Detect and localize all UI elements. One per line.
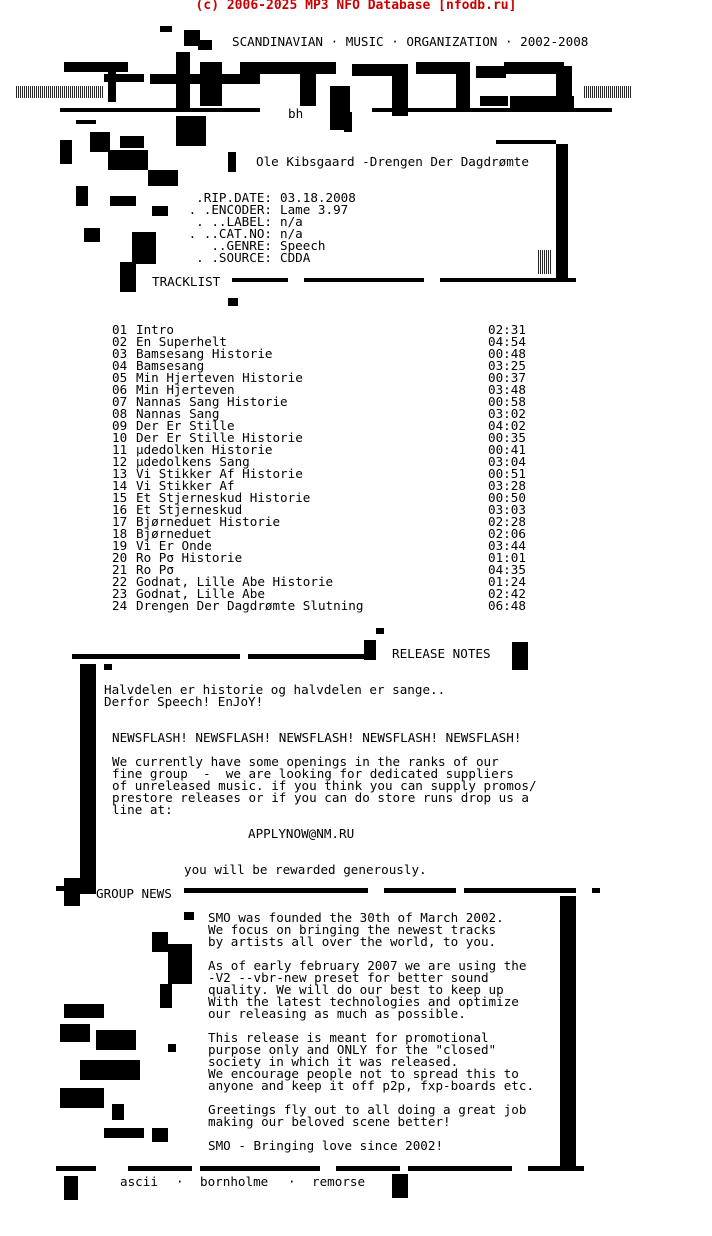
track-number: 13	[112, 466, 128, 481]
track-number: 06	[112, 382, 128, 397]
track-title: Godnat, Lille Abe Historie	[136, 574, 334, 589]
track-title: Bamsesang	[136, 358, 205, 373]
credit-remorse: remorse	[312, 1174, 366, 1189]
track-duration: 00:35	[488, 430, 526, 445]
news-line: Greetings fly out to all doing a great job	[208, 1102, 527, 1117]
news-line: making our beloved scene better!	[208, 1114, 451, 1129]
track-number: 04	[112, 358, 128, 373]
track-duration: 03:44	[488, 538, 526, 553]
header-tag: bh	[288, 106, 304, 121]
news-line: by artists all over the world, to you.	[208, 934, 497, 949]
track-title: Ro Pσ Historie	[136, 550, 243, 565]
reward-line: you will be rewarded generously.	[184, 862, 427, 877]
track-title: Der Er Stille Historie	[136, 430, 303, 445]
track-title: µdedolkens Sang	[136, 454, 250, 469]
track-duration: 00:48	[488, 346, 526, 361]
tracklist-heading: TRACKLIST	[152, 274, 221, 289]
track-number: 02	[112, 334, 128, 349]
release-notes-heading: RELEASE NOTES	[392, 646, 491, 661]
release-title: Ole Kibsgaard -Drengen Der Dagdrømte	[256, 154, 529, 169]
field-label: . .ENCODER:	[188, 202, 272, 217]
site-banner: (c) 2006-2025 MP3 NFO Database [nfodb.ru]	[195, 0, 517, 13]
field-value: Speech	[280, 238, 326, 253]
field-label: . ..LABEL:	[196, 214, 272, 229]
track-number: 20	[112, 550, 128, 565]
newsflash: NEWSFLASH! NEWSFLASH! NEWSFLASH! NEWSFLASH! NEWSFLASH!	[112, 730, 522, 745]
track-duration: 00:41	[488, 442, 526, 457]
track-title: Min Hjerteven Historie	[136, 370, 303, 385]
recruit-line: We currently have some openings in the ranks of our	[112, 754, 499, 769]
field-value: n/a	[280, 214, 303, 229]
field-label: . ..CAT.NO:	[188, 226, 272, 241]
track-title: Nannas Sang	[136, 406, 220, 421]
track-title: Vi Stikker Af	[136, 478, 235, 493]
news-line: quality. We will do our best to keep up	[208, 982, 504, 997]
track-duration: 03:28	[488, 478, 526, 493]
track-duration: 00:50	[488, 490, 526, 505]
recruit-line: line at:	[112, 802, 173, 817]
track-number: 11	[112, 442, 128, 457]
track-duration: 03:25	[488, 358, 526, 373]
track-title: Et Stjerneskud Historie	[136, 490, 311, 505]
track-duration: 02:28	[488, 514, 526, 529]
news-line: This release is meant for promotional	[208, 1030, 489, 1045]
credit-ascii: ascii	[120, 1174, 158, 1189]
credit-bornholme: bornholme	[200, 1174, 269, 1189]
news-line: As of early february 2007 we are using the	[208, 958, 527, 973]
track-title: Bjørneduet	[136, 526, 212, 541]
track-duration: 04:54	[488, 334, 526, 349]
field-value: n/a	[280, 226, 303, 241]
track-duration: 03:02	[488, 406, 526, 421]
org-header: SCANDINAVIAN · MUSIC · ORGANIZATION · 2002-2008	[232, 34, 589, 49]
track-number: 21	[112, 562, 128, 577]
track-number: 10	[112, 430, 128, 445]
track-duration: 04:35	[488, 562, 526, 577]
field-value: CDDA	[280, 250, 311, 265]
track-title: Et Stjerneskud	[136, 502, 243, 517]
track-duration: 03:03	[488, 502, 526, 517]
track-title: Min Hjerteven	[136, 382, 235, 397]
apply-email: APPLYNOW@NM.RU	[248, 826, 355, 841]
track-title: Intro	[136, 322, 174, 337]
field-value: Lame 3.97	[280, 202, 349, 217]
track-number: 18	[112, 526, 128, 541]
credit-separator: ·	[176, 1174, 184, 1189]
track-duration: 00:58	[488, 394, 526, 409]
track-duration: 06:48	[488, 598, 526, 613]
news-line: anyone and keep it off p2p, fxp-boards etc.	[208, 1078, 535, 1093]
news-line: With the latest technologies and optimize	[208, 994, 519, 1009]
track-title: Vi Er Onde	[136, 538, 212, 553]
track-title: Bjørneduet Historie	[136, 514, 281, 529]
track-title: Bamsesang Historie	[136, 346, 273, 361]
track-duration: 04:02	[488, 418, 526, 433]
news-line: society in which it was released.	[208, 1054, 459, 1069]
track-duration: 02:06	[488, 526, 526, 541]
news-line: purpose only and ONLY for the "closed"	[208, 1042, 497, 1057]
field-label: ..GENRE:	[211, 238, 272, 253]
track-number: 03	[112, 346, 128, 361]
news-line: We encourage people not to spread this to	[208, 1066, 519, 1081]
track-title: Der Er Stille	[136, 418, 235, 433]
notes-line: Halvdelen er historie og halvdelen er sange..	[104, 682, 446, 697]
track-title: µdedolken Historie	[136, 442, 273, 457]
track-title: Drengen Der Dagdrømte Slutning	[136, 598, 364, 613]
track-number: 24	[112, 598, 128, 613]
track-title: Vi Stikker Af Historie	[136, 466, 303, 481]
track-number: 07	[112, 394, 128, 409]
track-number: 01	[112, 322, 128, 337]
track-title: Godnat, Lille Abe	[136, 586, 265, 601]
recruit-line: of unreleased music. if you think you can supply promos/	[112, 778, 537, 793]
recruit-line: prestore releases or if you can do store runs drop us a	[112, 790, 530, 805]
field-value: 03.18.2008	[280, 190, 356, 205]
track-duration: 02:31	[488, 322, 526, 337]
track-number: 12	[112, 454, 128, 469]
track-number: 23	[112, 586, 128, 601]
track-number: 19	[112, 538, 128, 553]
credit-separator: ·	[288, 1174, 296, 1189]
track-duration: 03:48	[488, 382, 526, 397]
group-news-heading: GROUP NEWS	[96, 886, 172, 901]
news-line: -V2 --vbr-new preset for better sound	[208, 970, 489, 985]
track-number: 14	[112, 478, 128, 493]
recruit-line: fine group - we are looking for dedicated suppliers	[112, 766, 514, 781]
track-duration: 03:04	[488, 454, 526, 469]
track-row	[112, 552, 532, 564]
track-number: 15	[112, 490, 128, 505]
track-number: 05	[112, 370, 128, 385]
track-duration: 00:37	[488, 370, 526, 385]
track-number: 09	[112, 418, 128, 433]
news-line: our releasing as much as possible.	[208, 1006, 466, 1021]
track-title: Ro Pσ	[136, 562, 174, 577]
field-label: .RIP.DATE:	[196, 190, 272, 205]
notes-line: Derfor Speech! EnJoY!	[104, 694, 264, 709]
track-duration: 02:42	[488, 586, 526, 601]
track-row	[112, 600, 532, 612]
field-label: . .SOURCE:	[196, 250, 272, 265]
track-number: 17	[112, 514, 128, 529]
track-duration: 01:24	[488, 574, 526, 589]
track-title: Nannas Sang Historie	[136, 394, 288, 409]
track-number: 22	[112, 574, 128, 589]
track-duration: 01:01	[488, 550, 526, 565]
track-number: 16	[112, 502, 128, 517]
track-title: En Superhelt	[136, 334, 227, 349]
news-line: We focus on bringing the newest tracks	[208, 922, 497, 937]
track-duration: 00:51	[488, 466, 526, 481]
news-line: SMO - Bringing love since 2002!	[208, 1138, 444, 1153]
track-number: 08	[112, 406, 128, 421]
news-line: SMO was founded the 30th of March 2002.	[208, 910, 504, 925]
